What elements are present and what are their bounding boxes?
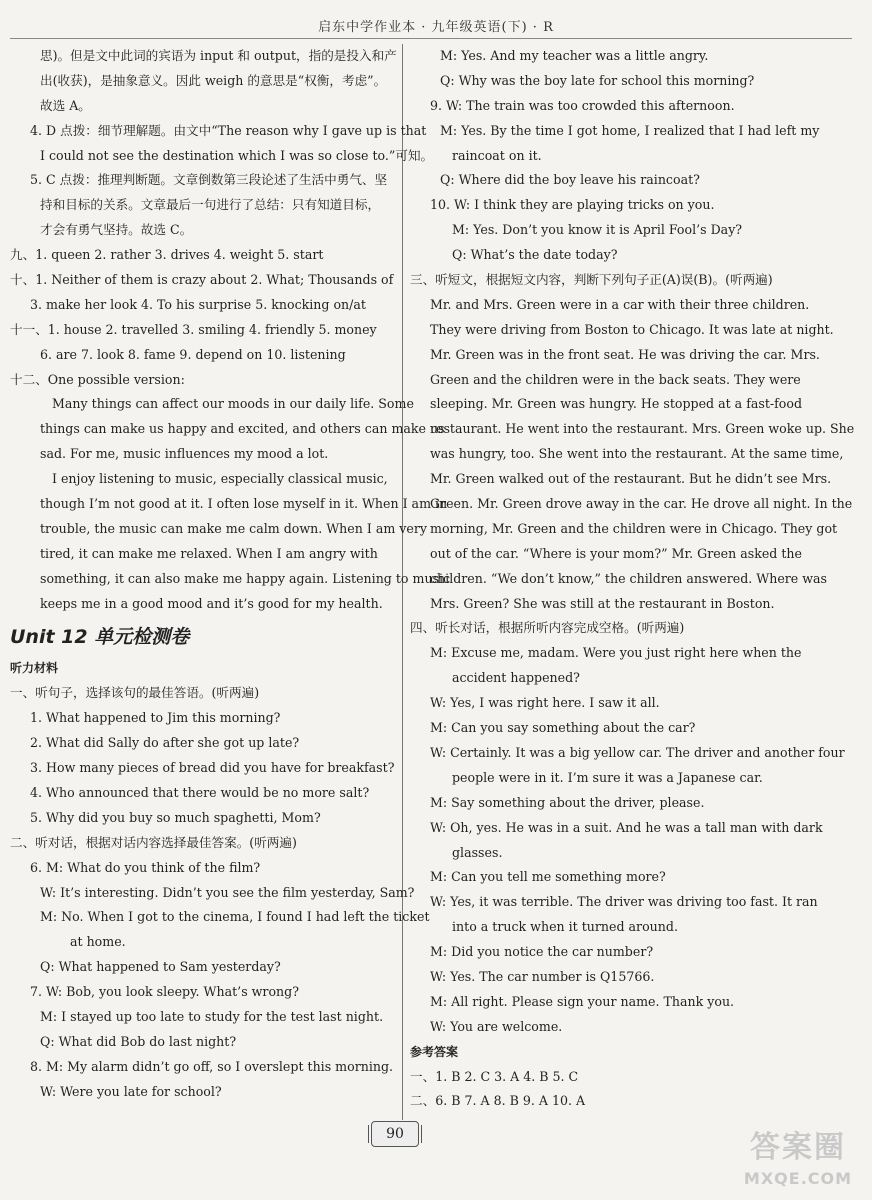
answer-line: 十、1. Neither of them is crazy about 2. What; Thousands of xyxy=(10,272,394,288)
dialogue-line: W: Yes, it was terrible. The driver was driving too fast. It ran xyxy=(430,894,818,910)
dialogue-line: M: Yes. By the time I got home, I realized that I had left my xyxy=(440,122,820,138)
answer-key-line: 一、1. B 2. C 3. A 4. B 5. C xyxy=(410,1068,579,1084)
dialogue-line: M: No. When I got to the cinema, I found I had left the ticket xyxy=(40,909,430,925)
dialogue-line: M: All right. Please sign your name. Thank you. xyxy=(430,993,735,1009)
dialogue-line: people were in it. I’m sure it was a Japanese car. xyxy=(452,769,763,785)
answer-line: 十一、1. house 2. travelled 3. smiling 4. friendly 5. money xyxy=(10,321,377,337)
passage-line: sleeping. Mr. Green was hungry. He stopped at a fast-food xyxy=(430,396,803,412)
dialogue-line: M: I stayed up too late to study for the test last night. xyxy=(40,1008,384,1024)
listening-passage xyxy=(410,293,855,617)
dialogue-line: M: Can you say something about the car? xyxy=(430,720,696,736)
dialogue-line: M: Can you tell me something more? xyxy=(430,869,666,885)
dialogue-line: Q: What happened to Sam yesterday? xyxy=(40,959,281,975)
dialogue-line: 10. W: I think they are playing tricks on you. xyxy=(430,197,715,213)
answer-line: 6. are 7. look 8. fame 9. depend on 10. listening xyxy=(40,346,346,362)
question-line: 4. Who announced that there would be no more salt? xyxy=(30,784,370,800)
page-number: 90 xyxy=(371,1121,419,1147)
page-header xyxy=(0,8,872,38)
dialogue-line: W: Oh, yes. He was in a suit. And he was a tall man with dark xyxy=(430,819,823,835)
dialogue-line: W: Yes. The car number is Q15766. xyxy=(430,968,655,984)
essay-line: things can make us happy and excited, and others can make us xyxy=(40,421,445,437)
dialogue-line: Q: Why was the boy late for school this morning? xyxy=(440,72,755,88)
section-instruction: 三、听短文，根据短文内容，判断下列句子正(A)误(B)。(听两遍) xyxy=(410,272,773,288)
section-heading: 听力材料 xyxy=(10,661,59,676)
dialogue-line: W: Yes, I was right here. I saw it all. xyxy=(430,695,660,711)
passage-line: morning, Mr. Green and the children were in Chicago. They got xyxy=(430,520,838,536)
answer-line: 5. C 点拨：推理判断题。文章倒数第三段论述了生活中勇气、坚 xyxy=(30,172,388,188)
dialogue-line: raincoat on it. xyxy=(452,147,542,163)
watermark-text: 答案圈 xyxy=(750,1130,846,1165)
essay-line: trouble, the music can make me calm down. When I am very xyxy=(40,520,427,536)
question-line: 5. Why did you buy so much spaghetti, Mom? xyxy=(30,809,321,825)
passage-line: restaurant. He went into the restaurant. Mrs. Green woke up. She xyxy=(430,421,855,437)
passage-line: They were driving from Boston to Chicago. It was late at night. xyxy=(430,321,834,337)
dialogue-line: at home. xyxy=(70,934,126,950)
dialogue-line: W: It’s interesting. Didn’t you see the film yesterday, Sam? xyxy=(40,884,415,900)
dialogue-line: 7. W: Bob, you look sleepy. What’s wrong? xyxy=(30,984,299,1000)
dialogue-line: glasses. xyxy=(452,844,503,860)
dialogue-line: accident happened? xyxy=(452,670,580,686)
answer-heading: 参考答案 xyxy=(410,1044,459,1059)
question-line: 3. How many pieces of bread did you have for breakfast? xyxy=(30,760,395,776)
text-line: 故选 A。 xyxy=(40,97,91,113)
essay-line: something, it can also make me happy again. Listening to music xyxy=(40,570,451,586)
passage-line: Mr. Green walked out of the restaurant. But he didn’t see Mrs. xyxy=(430,471,832,487)
watermark-logo xyxy=(728,1128,868,1196)
essay-line: keeps me in a good mood and it’s good for my health. xyxy=(40,595,383,611)
essay-line: though I’m not good at it. I often lose myself in it. When I am in xyxy=(40,496,448,512)
unit-title: Unit 12 单元检测卷 xyxy=(10,626,190,649)
passage-line: Mrs. Green? She was still at the restaurant in Boston. xyxy=(430,595,775,611)
passage-line: Mr. and Mrs. Green were in a car with their three children. xyxy=(430,296,810,312)
dialogue-line: into a truck when it turned around. xyxy=(452,919,678,935)
watermark-url: MXQE.COM xyxy=(743,1169,853,1188)
dialogue-line: Q: Where did the boy leave his raincoat? xyxy=(440,172,700,188)
essay-line: I enjoy listening to music, especially classical music, xyxy=(52,471,388,487)
passage-line: was hungry, too. She went into the restaurant. At the same time, xyxy=(430,446,844,462)
dialogue-line: M: Excuse me, madam. Were you just right here when the xyxy=(430,645,802,661)
essay-line: sad. For me, music influences my mood a lot. xyxy=(40,446,329,462)
dialogue-line: M: Yes. And my teacher was a little angry. xyxy=(440,48,709,63)
dialogue-line: Q: What did Bob do last night? xyxy=(40,1033,237,1049)
right-column xyxy=(410,44,855,1114)
header-title: 启东中学作业本 · 九年级英语(下) · R xyxy=(318,20,554,35)
sample-essay xyxy=(10,392,451,616)
passage-line: Mr. Green was in the front seat. He was driving the car. Mrs. xyxy=(430,346,820,362)
dialogue-line: 8. M: My alarm didn’t go off, so I overslept this morning. xyxy=(30,1058,394,1074)
section-instruction: 四、听长对话，根据所听内容完成空格。(听两遍) xyxy=(410,620,685,636)
answer-line: 4. D 点拨：细节理解题。由文中“The reason why I gave up is that xyxy=(30,122,427,138)
text-line: I could not see the destination which I was so close to.”可知。 xyxy=(40,147,434,163)
text-line: 持和目标的关系。文章最后一句进行了总结：只有知道目标， xyxy=(40,197,381,213)
dialogue-line: 9. W: The train was too crowded this afternoon. xyxy=(430,97,735,113)
essay-line: tired, it can make me relaxed. When I am angry with xyxy=(40,545,378,561)
dialogue-line: M: Yes. Don’t you know it is April Fool’s Day? xyxy=(452,222,743,238)
question-line: 1. What happened to Jim this morning? xyxy=(30,710,281,726)
answer-line: 九、1. queen 2. rather 3. drives 4. weight 5. start xyxy=(10,247,324,263)
text-line: 思)。但是文中此词的宾语为 input 和 output，指的是投入和产 xyxy=(40,48,397,63)
essay-line: Many things can affect our moods in our daily life. Some xyxy=(52,396,414,412)
passage-line: Green. Mr. Green drove away in the car. He drove all night. In the xyxy=(430,496,853,512)
dialogue-line: W: Were you late for school? xyxy=(40,1083,222,1099)
passage-line: Green and the children were in the back seats. They were xyxy=(430,371,801,387)
passage-line: out of the car. “Where is your mom?” Mr. Green asked the xyxy=(430,545,802,561)
answer-key-line: 二、6. B 7. A 8. B 9. A 10. A xyxy=(410,1093,586,1109)
passage-line: children. “We don’t know,” the children answered. Where was xyxy=(430,570,827,586)
dialogue-line: W: You are welcome. xyxy=(430,1018,563,1034)
question-line: 2. What did Sally do after she got up late? xyxy=(30,735,300,751)
dialogue-line: M: Did you notice the car number? xyxy=(430,944,654,960)
answer-line: 十二、One possible version: xyxy=(10,371,185,387)
text-line: 才会有勇气坚持。故选 C。 xyxy=(40,222,193,238)
dialogue-line: 6. M: What do you think of the film? xyxy=(30,859,261,875)
dialogue-line: W: Certainly. It was a big yellow car. The driver and another four xyxy=(430,744,845,760)
text-line: 出(收获)，是抽象意义。因此 weigh 的意思是“权衡，考虑”。 xyxy=(40,72,387,88)
answer-line: 3. make her look 4. To his surprise 5. knocking on/at xyxy=(30,296,366,312)
dialogue-line: M: Say something about the driver, please. xyxy=(430,794,705,810)
dialogue-line: Q: What’s the date today? xyxy=(452,247,618,263)
header-rule xyxy=(10,38,852,39)
section-instruction: 二、听对话，根据对话内容选择最佳答案。(听两遍) xyxy=(10,834,297,850)
section-instruction: 一、听句子，选择该句的最佳答语。(听两遍) xyxy=(10,685,260,701)
